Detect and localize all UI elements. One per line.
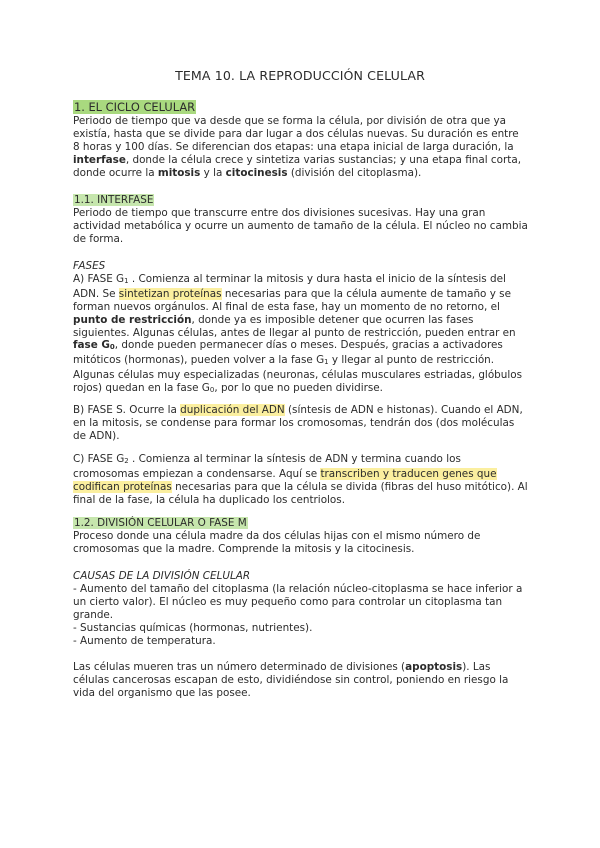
list-item: - Aumento del tamaño del citoplasma (la relación núcleo-citoplasma se hace inferior a un cierto valor). El núcleo es muy pequeño como para controlar un citoplasma tan grande.: [73, 582, 523, 621]
list-item: - Aumento de temperatura.: [73, 634, 216, 647]
section-interfase: [73, 194, 528, 246]
section-causas: [73, 570, 528, 647]
fase-g2-paragraph: C) FASE G2 . Comienza al terminar la síntesis de ADN y termina cuando los cromosomas empiezan a condensarse. Aquí se transcriben y traducen genes que codifican proteínas necesarias para que la célula se divida (fibras del huso mitótico). Al final de la fase, la célula ha duplicado los centriolos.: [73, 453, 528, 506]
causas-label: CAUSAS DE LA DIVISIÓN CELULAR: [73, 570, 251, 582]
section-fases: [73, 260, 528, 397]
page-title: TEMA 10. LA REPRODUCCIÓN CELULAR: [175, 68, 425, 83]
section-heading: 1. EL CICLO CELULAR: [74, 100, 196, 114]
paragraph: Periodo de tiempo que transcurre entre dos divisiones sucesivas. Hay una gran actividad metabólica y ocurre un aumento de tamaño de la célula. El núcleo no cambia de forma.: [73, 206, 528, 245]
fase-s-paragraph: B) FASE S. Ocurre la duplicación del ADN (síntesis de ADN e histonas). Cuando el ADN, en la mitosis, se condense para formar los cromosomas, tendrán dos (dos moléculas de ADN).: [73, 404, 523, 442]
fase-g1-paragraph: A) FASE G1 . Comienza al terminar la mitosis y dura hasta el inicio de la síntesis del ADN. Se sintetizan proteínas necesarias para que la célula aumente de tamaño y se forman nuevos orgánulos. Al final de esta fase, hay un momento de no retorno, el punto de restricción, donde ya es imposible detener que ocurren las fases siguientes. Algunas células, antes de llegar al punto de restricción, pueden entrar en fase G0, donde pueden permanecer días o meses. Después, gracias a activadores mitóticos (hormonas), pueden volver a la fase G1 y llegar al punto de restricción.: [73, 272, 516, 367]
section-ciclo-celular: [73, 101, 528, 179]
subsection-heading: 1.1. INTERFASE: [74, 194, 154, 206]
paragraph: Proceso donde una célula madre da dos células hijas con el mismo número de cromosomas que la madre. Comprende la mitosis y la citocinesis.: [73, 529, 481, 555]
list-item: - Sustancias químicas (hormonas, nutrientes).: [73, 621, 313, 634]
fase-g0-paragraph: Algunas células muy especializadas (neuronas, células musculares estriadas, glóbulos rojos) quedan en la fase G0, por lo que no pueden dividirse.: [73, 369, 523, 395]
fases-label: FASES: [73, 260, 106, 272]
paragraph: Periodo de tiempo que va desde que se forma la célula, por división de otra que ya existía, hasta que se divide para dar lugar a dos células nuevas. Su duración es entre 8 horas y 100 días. Se diferencian dos etapas: una etapa inicial de larga duración, la interfase, donde la célula crece y sintetiza varias sustancias; y una etapa final corta, donde ocurre la mitosis y la citocinesis (división del citoplasma).: [73, 114, 521, 179]
subsection-heading: 1.2. DIVISIÓN CELULAR O FASE M: [74, 517, 247, 529]
apoptosis-paragraph: Las células mueren tras un número determinado de divisiones (apoptosis). Las células cancerosas escapan de esto, dividiéndose sin control, poniendo en riesgo la vida del organismo que las posee.: [73, 661, 509, 699]
section-division-celular: [73, 517, 528, 556]
